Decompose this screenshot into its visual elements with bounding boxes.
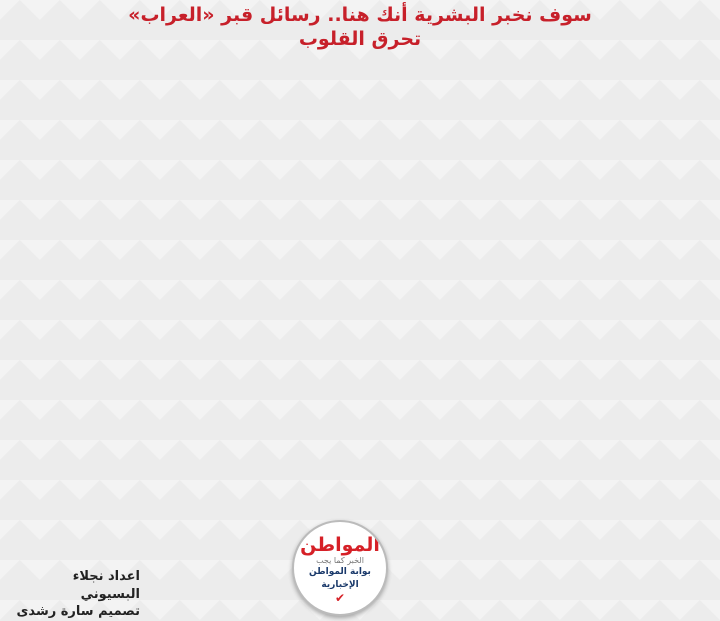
logo-sub-2: الإخبارية <box>321 579 359 590</box>
title-line-1: سوف نخبر البشرية أنك هنا.. رسائل قبر «العراب» <box>128 4 592 26</box>
logo-brand: المواطن <box>300 534 380 556</box>
credit-design: تصميم سارة رشدى <box>16 604 140 620</box>
almowaten-logo <box>292 520 388 616</box>
credit-prepared: اعداد نجلاء البسيوني <box>72 569 140 602</box>
logo-tagline: الخبر كما يجب <box>316 556 364 565</box>
page-title <box>120 4 600 52</box>
check-icon: ✔ <box>334 590 346 605</box>
title-line-2: تحرق القلوب <box>298 27 422 50</box>
credits <box>10 568 140 621</box>
logo-sub-1: بوابة المواطن <box>309 567 371 577</box>
